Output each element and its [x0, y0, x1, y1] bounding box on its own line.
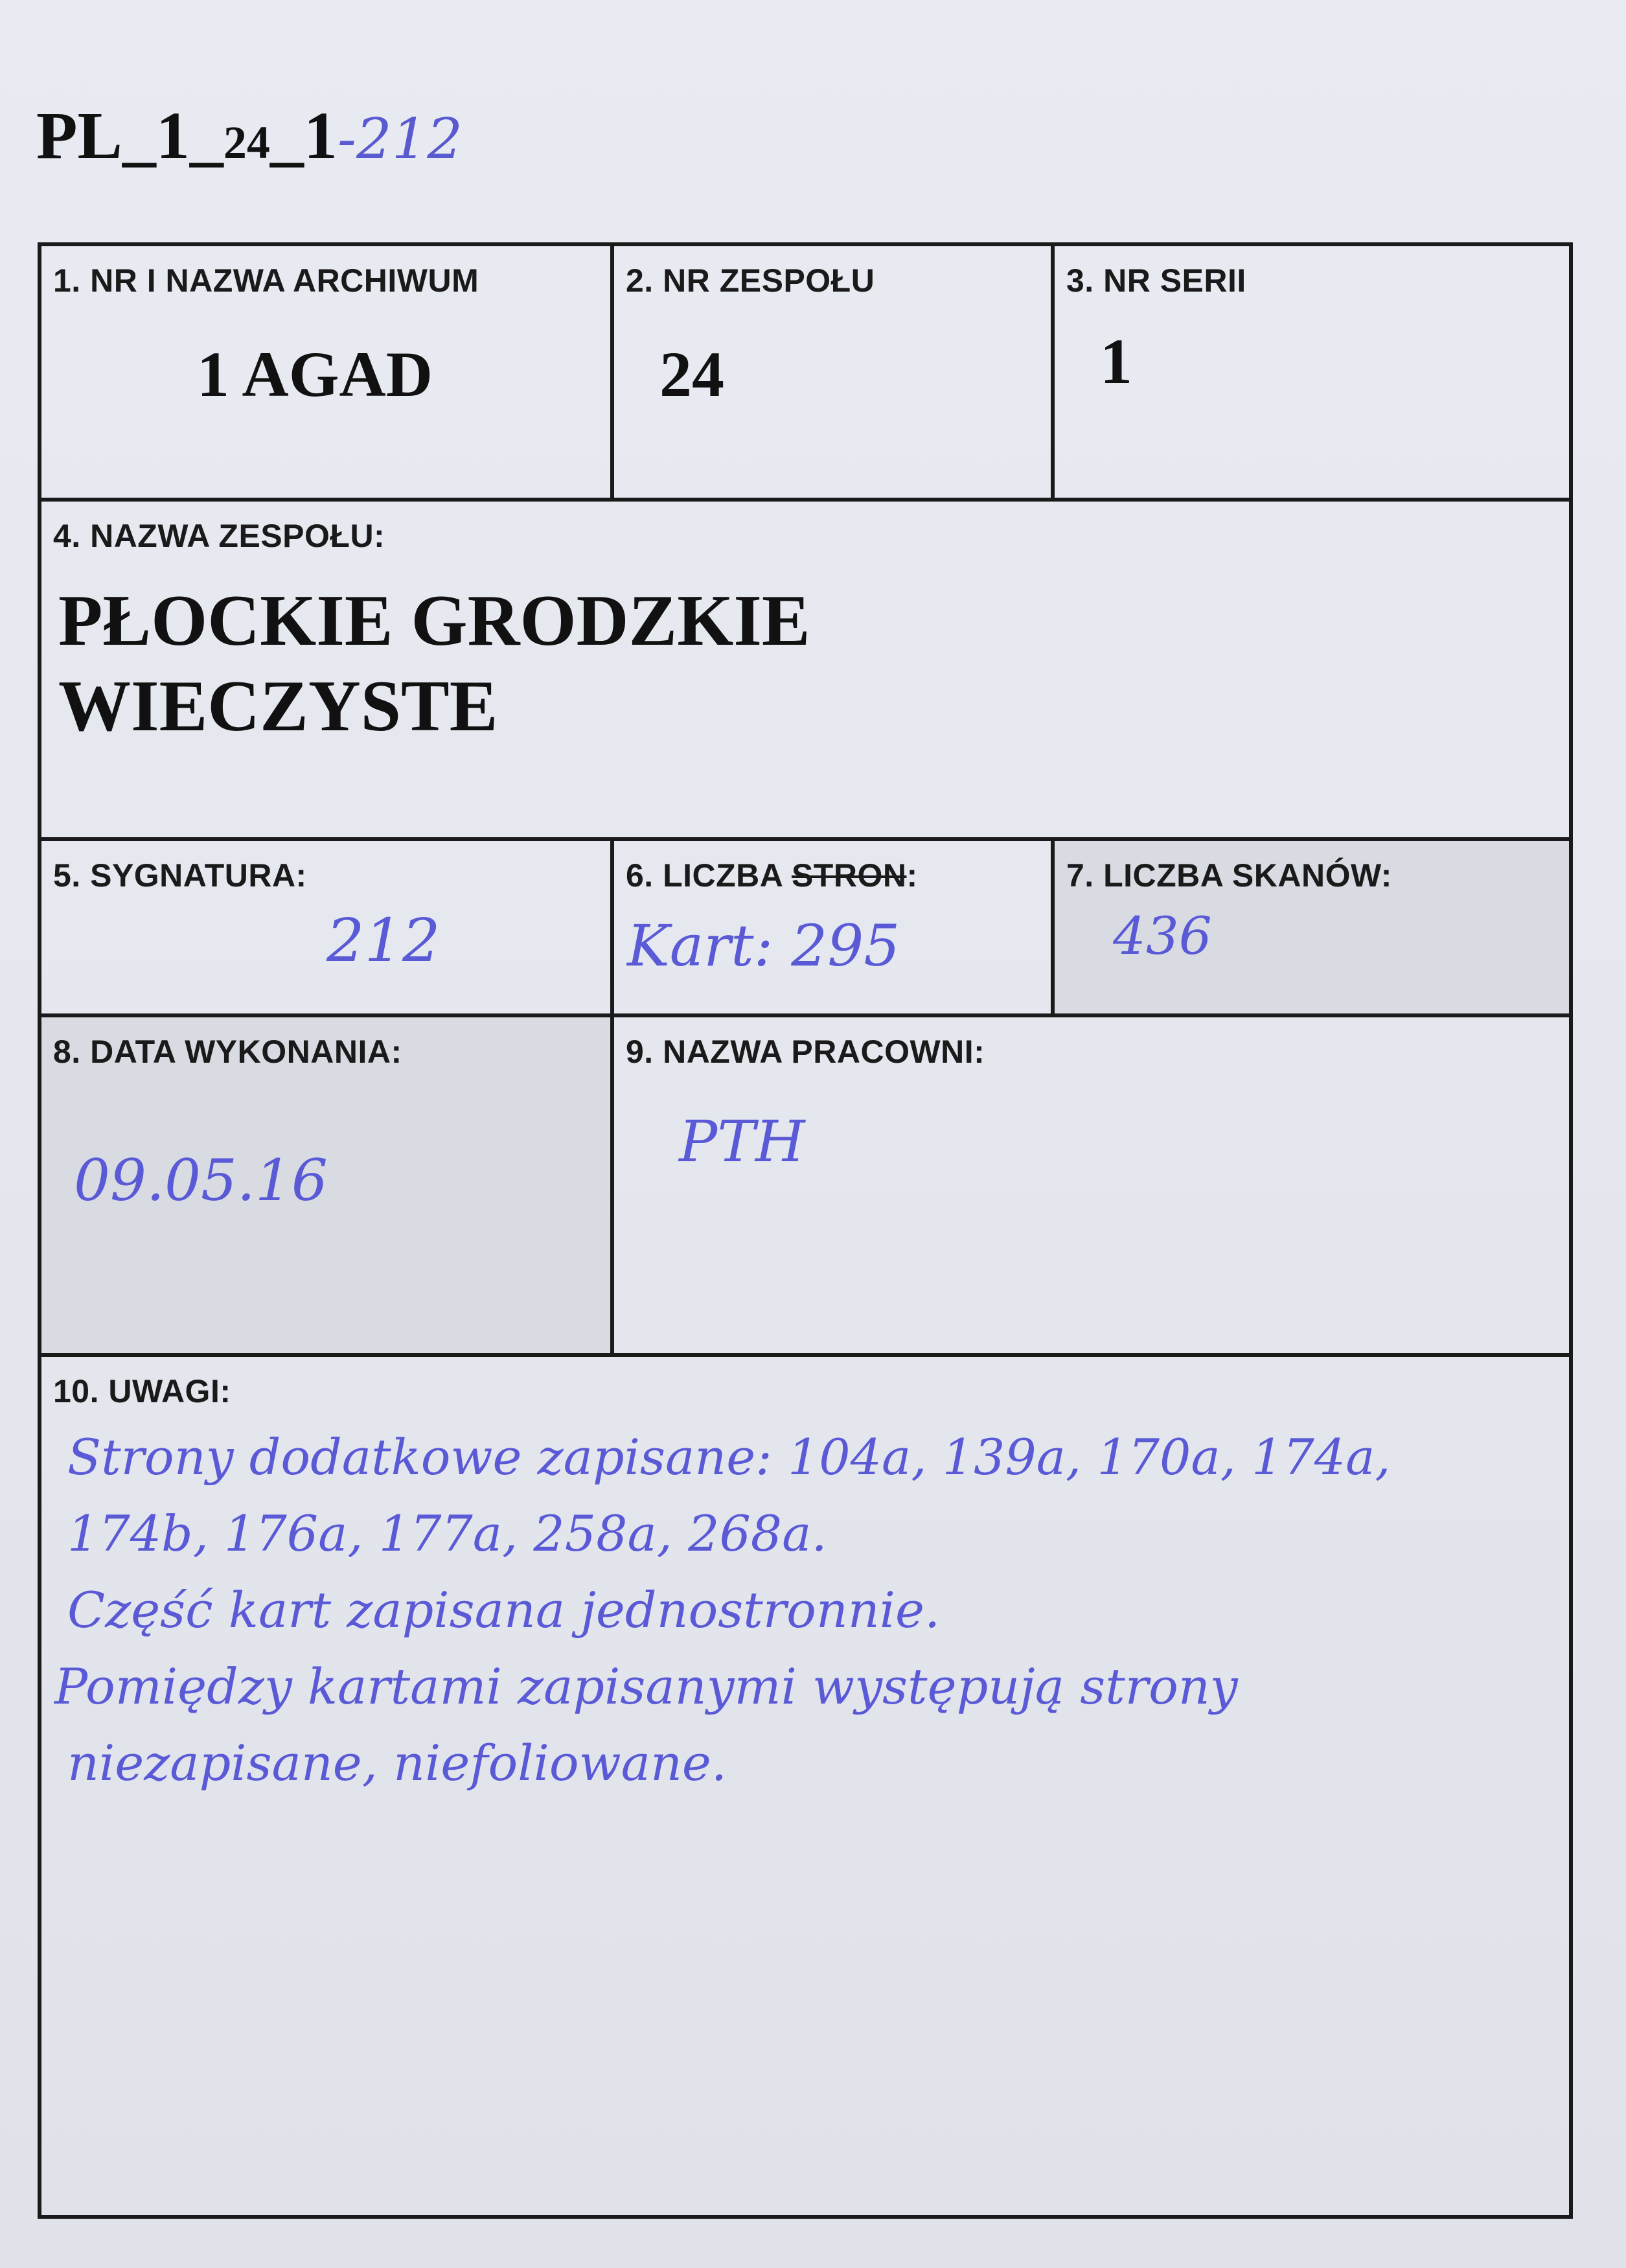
fonds-number-label: 2. NR ZESPOŁU [626, 262, 875, 299]
fonds-name-line-1: PŁOCKIE GRODZKIE [58, 581, 810, 661]
notes-line-1: Strony dodatkowe zapisane: 104a, 139a, 170a, 174a, [67, 1428, 1391, 1486]
page-count-label-struck: STRON [791, 857, 907, 894]
series-number-value: 1 [1100, 325, 1132, 397]
fonds-number-cell [614, 246, 1055, 502]
identifier-prefix: PL_1_ [36, 98, 223, 173]
notes-cell [41, 1357, 1569, 2215]
series-number-label: 3. NR SERII [1066, 262, 1246, 299]
signature-label: 5. SYGNATURA: [53, 857, 307, 894]
scan-count-label: 7. LICZBA SKANÓW: [1066, 857, 1392, 894]
archive-cell [41, 246, 614, 502]
signature-cell [41, 841, 614, 1017]
page-count-label [626, 857, 918, 894]
scan-count-value: 436 [1113, 906, 1212, 966]
document-identifier [36, 97, 463, 174]
identifier-series: _1 [269, 98, 338, 173]
notes-line-2: 174b, 176a, 177a, 258a, 268a. [67, 1505, 827, 1562]
page-count-label-suffix: : [906, 857, 918, 894]
notes-line-5: niezapisane, niefoliowane. [67, 1734, 727, 1792]
archive-label: 1. NR I NAZWA ARCHIWUM [53, 262, 479, 299]
page-count-value: Kart: 295 [627, 912, 900, 979]
workshop-label: 9. NAZWA PRACOWNI: [626, 1034, 985, 1070]
workshop-value: PTH [679, 1108, 805, 1175]
page-count-label-prefix: 6. LICZBA [626, 857, 792, 894]
workshop-cell [614, 1017, 1569, 1357]
identifier-fonds: 24 [223, 117, 270, 168]
archive-value: 1 AGAD [197, 338, 433, 410]
date-cell [41, 1017, 614, 1357]
fonds-name-label: 4. NAZWA ZESPOŁU: [53, 518, 385, 554]
notes-line-3: Część kart zapisana jednostronnie. [67, 1581, 941, 1639]
series-number-cell [1055, 246, 1569, 502]
notes-line-4: Pomiędzy kartami zapisanymi występują strony [54, 1658, 1238, 1715]
signature-value: 212 [326, 906, 441, 975]
scan-count-cell [1055, 841, 1569, 1017]
notes-label: 10. UWAGI: [53, 1373, 231, 1409]
page-count-cell [614, 841, 1055, 1017]
fonds-name-line-2: WIECZYSTE [58, 666, 498, 746]
fonds-name-cell [41, 502, 1569, 841]
date-label: 8. DATA WYKONANIA: [53, 1034, 402, 1070]
metadata-form-grid [38, 242, 1573, 2219]
fonds-number-value: 24 [659, 338, 724, 410]
date-value: 09.05.16 [74, 1147, 328, 1214]
identifier-handwritten-signature: -212 [337, 107, 463, 172]
